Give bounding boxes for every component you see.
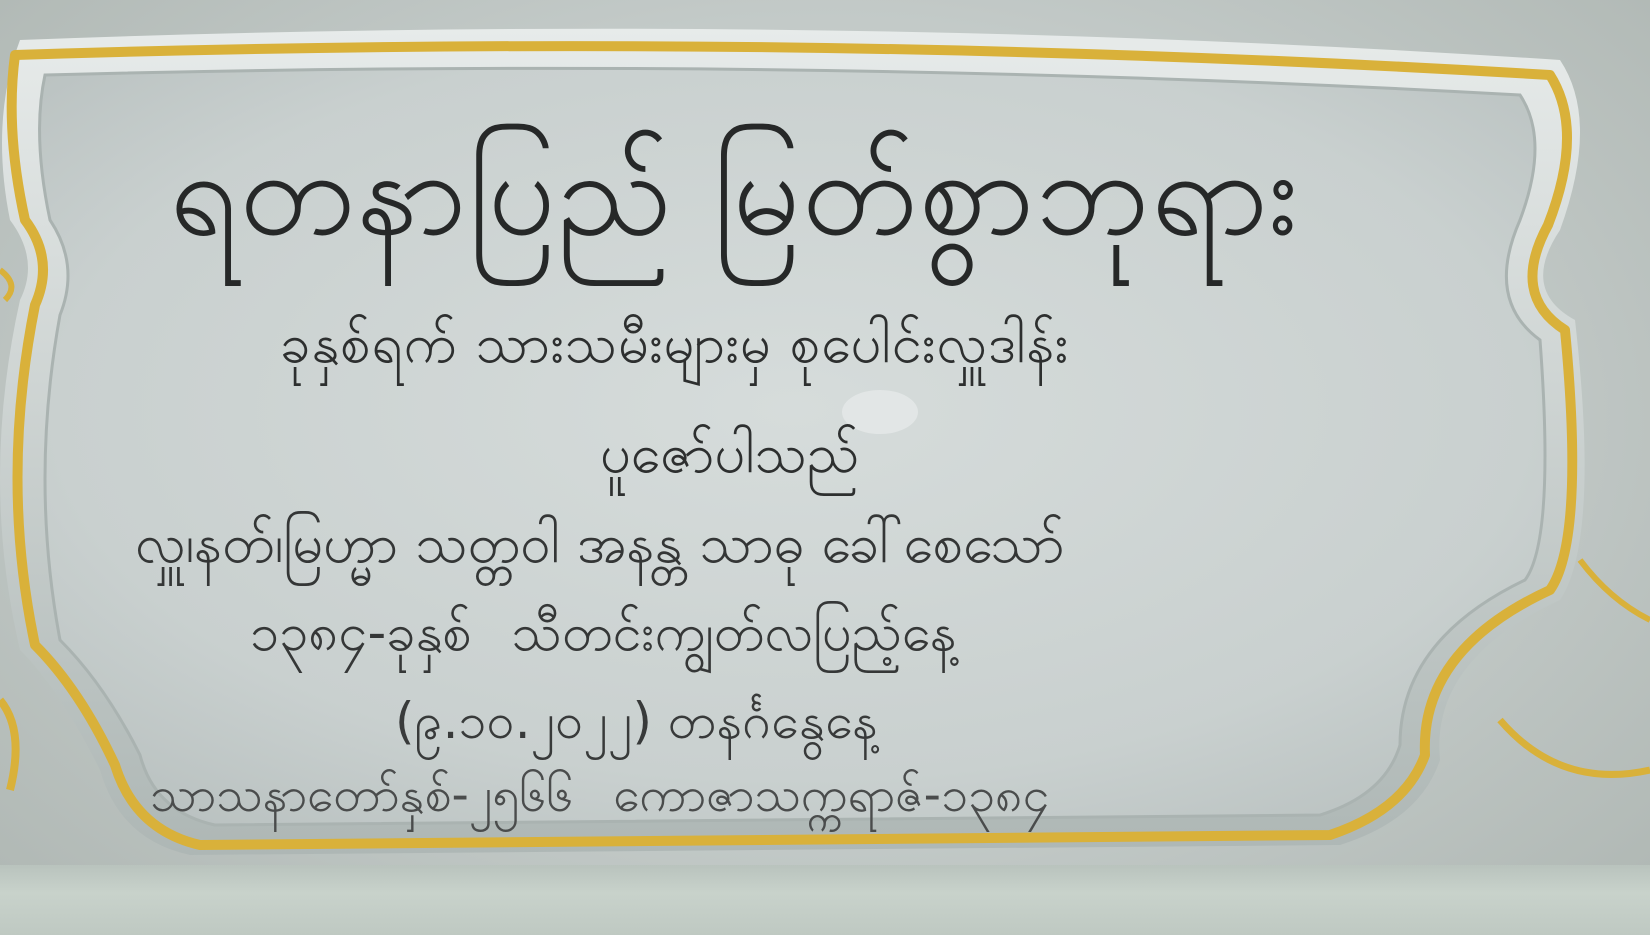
plaque-line-5	[250, 600, 957, 676]
plaque-line-3: ပူဇော်ပါသည်	[600, 422, 859, 485]
plaque-line-7	[150, 765, 1049, 835]
plaque-title: ရတနာပြည် မြတ်စွာဘုရား	[170, 124, 1300, 262]
kawza-era-text: ကောဇာသက္ကရာဇ်-၁၃၈၄	[613, 767, 1050, 823]
year-text: ၁၃၈၄-ခုနှစ်	[250, 603, 472, 663]
plaque-line-4: လှူ၊နတ်၊မြဟ္မာ သတ္တဝါ အနန္တ သာဓု ခေါ်စေသော်	[135, 512, 1065, 575]
plaque-line-6: (၉.၁၀.၂၀၂၂) တနင်္ဂနွေနေ့	[395, 692, 878, 750]
sasana-year-text: သာသနာတော်နှစ်-၂၅၆၆	[150, 767, 574, 823]
plaque-line-2: ခုနှစ်ရက် သားသမီးများမှ စုပေါင်းလှူဒါန်း	[280, 312, 1070, 375]
full-moon-day-text: သီတင်းကျွတ်လပြည့်နေ့	[511, 603, 957, 663]
